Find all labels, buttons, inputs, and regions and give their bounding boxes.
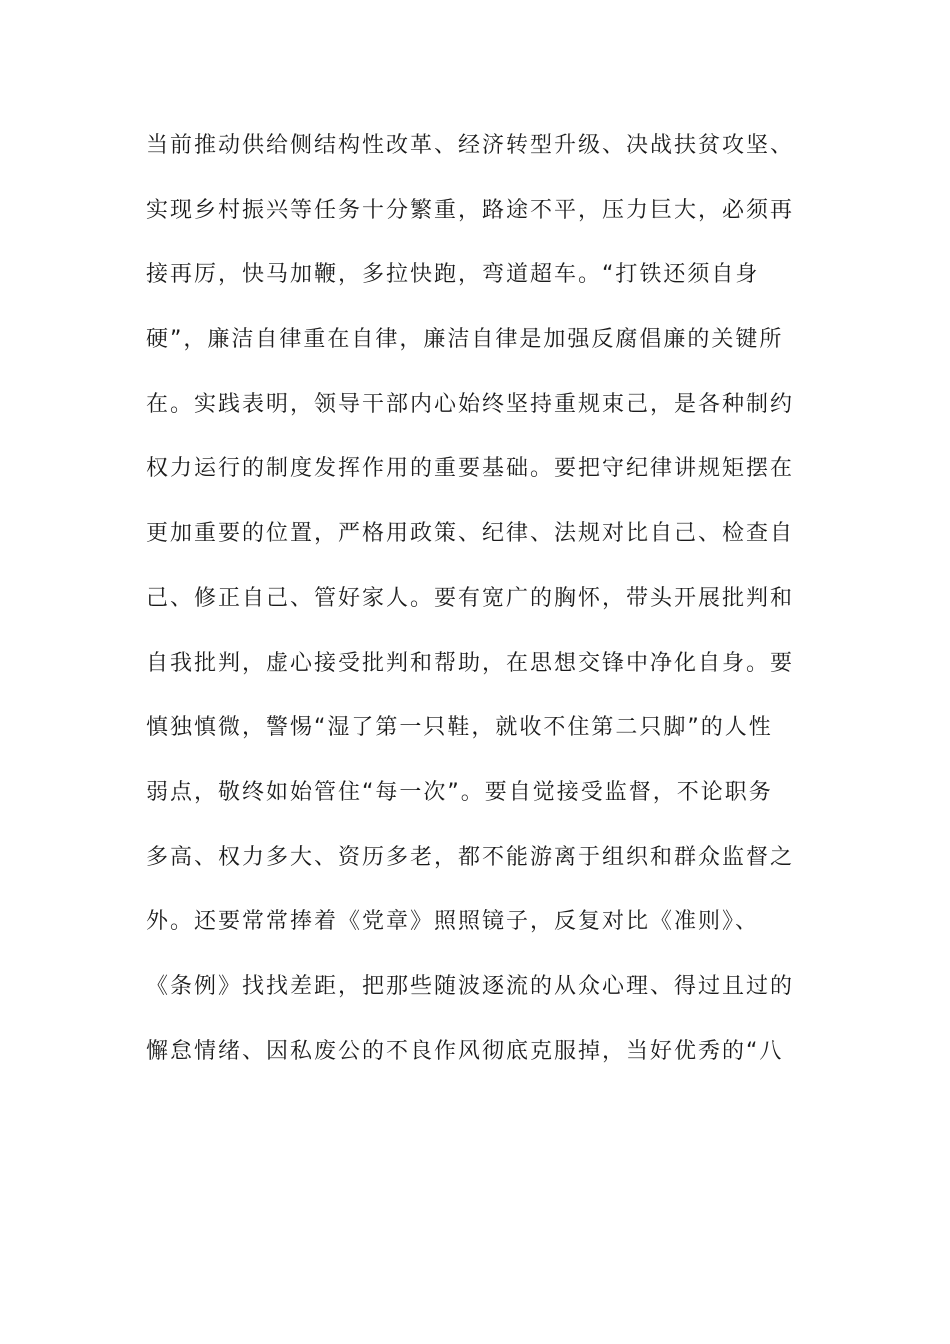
text-line: 己、修正自己、管好家人。要有宽广的胸怀，带头开展批判和: [146, 585, 795, 611]
text-line: 懈怠情绪、因私废公的不良作风彻底克服掉，当好优秀的“八: [146, 1038, 784, 1064]
text-line: 慎独慎微，警惕“湿了第一只鞋，就收不住第二只脚”的人性: [146, 715, 773, 741]
text-line: 自我批判，虚心接受批判和帮助，在思想交锋中净化自身。要: [146, 650, 795, 676]
text-line: 在。实践表明，领导干部内心始终坚持重规束己，是各种制约: [146, 391, 795, 417]
text-line: 《条例》找找差距，把那些随波逐流的从众心理、得过且过的: [146, 973, 795, 999]
text-line: 权力运行的制度发挥作用的重要基础。要把守纪律讲规矩摆在: [146, 456, 795, 482]
text-line: 当前推动供给侧结构性改革、经济转型升级、决战扶贫攻坚、: [146, 133, 795, 158]
text-line: 多高、权力多大、资历多老，都不能游离于组织和群众监督之: [146, 844, 795, 870]
text-line: 外。还要常常捧着《党章》照照镜子，反复对比《准则》、: [146, 909, 760, 935]
text-line: 硬”，廉洁自律重在自律，廉洁自律是加强反腐倡廉的关键所: [146, 327, 784, 353]
text-line: 更加重要的位置，严格用政策、纪律、法规对比自己、检查自: [146, 521, 795, 547]
text-line: 弱点，敬终如始管住“每一次”。要自觉接受监督，不论职务: [146, 779, 773, 805]
body-paragraph: [146, 128, 806, 1098]
text-line: 接再厉，快马加鞭，多拉快跑，弯道超车。“打铁还须自身: [146, 262, 760, 288]
text-line: 实现乡村振兴等任务十分繁重，路途不平，压力巨大，必须再: [146, 197, 795, 223]
